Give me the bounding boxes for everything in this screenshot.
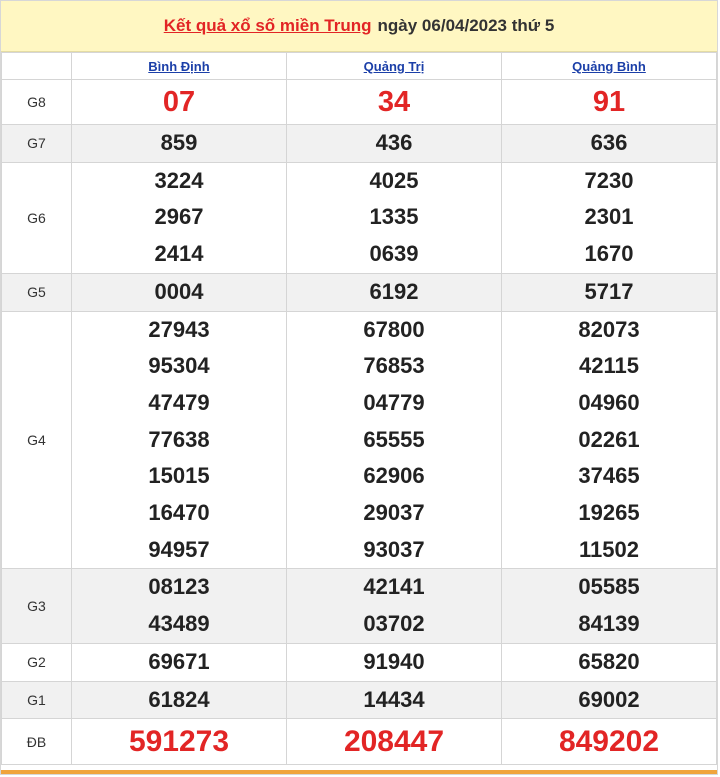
prize-label: G5 bbox=[2, 273, 72, 311]
special-prize-number: 591273 bbox=[72, 719, 287, 765]
prize-number: 08123 bbox=[148, 574, 210, 600]
prize-number: 03702 bbox=[363, 611, 425, 637]
prize-number: 65555 bbox=[363, 426, 425, 452]
corner-cell bbox=[2, 53, 72, 80]
prize-number: 91 bbox=[502, 80, 717, 125]
prize-label: G4 bbox=[2, 311, 72, 569]
prize-number: 42115 bbox=[579, 353, 639, 379]
province-link-quang-tri[interactable]: Quảng Trị bbox=[363, 58, 425, 74]
prize-number: 69002 bbox=[502, 681, 717, 719]
prize-label: G8 bbox=[2, 80, 72, 125]
row-g8 bbox=[2, 80, 717, 125]
bottom-accent-bar bbox=[1, 770, 717, 774]
prize-number: 93037 bbox=[363, 536, 425, 562]
prize-number: 16470 bbox=[148, 500, 210, 526]
prize-number: 27943 bbox=[148, 316, 210, 342]
prize-label: G6 bbox=[2, 162, 72, 273]
prize-number: 47479 bbox=[148, 389, 210, 415]
prize-number: 76853 bbox=[363, 353, 425, 379]
prize-number: 4025 bbox=[369, 167, 419, 193]
prize-cell bbox=[287, 162, 502, 273]
prize-number: 29037 bbox=[363, 500, 425, 526]
prize-number: 07 bbox=[72, 80, 287, 125]
prize-number: 3224 bbox=[154, 167, 204, 193]
special-prize-number: 208447 bbox=[287, 719, 502, 765]
prize-number: 05585 bbox=[578, 574, 640, 600]
prize-number: 84139 bbox=[578, 611, 640, 637]
prize-number: 95304 bbox=[148, 353, 210, 379]
prize-number: 0639 bbox=[369, 241, 419, 267]
row-special bbox=[2, 719, 717, 765]
prize-cell bbox=[72, 569, 287, 643]
prize-label: G1 bbox=[2, 681, 72, 719]
special-prize-number: 849202 bbox=[502, 719, 717, 765]
prize-cell bbox=[72, 162, 287, 273]
prize-cell bbox=[287, 569, 502, 643]
prize-number: 77638 bbox=[148, 426, 210, 452]
prize-label: G7 bbox=[2, 125, 72, 163]
row-g3 bbox=[2, 569, 717, 643]
row-g6 bbox=[2, 162, 717, 273]
prize-number: 62906 bbox=[363, 463, 425, 489]
prize-number: 14434 bbox=[287, 681, 502, 719]
prize-number: 436 bbox=[287, 125, 502, 163]
results-title bbox=[1, 1, 717, 52]
title-link[interactable]: Kết quả xổ số miền Trung bbox=[163, 16, 372, 35]
prize-number: 11502 bbox=[579, 536, 639, 562]
prize-number: 69671 bbox=[72, 643, 287, 681]
results-table bbox=[1, 52, 717, 765]
prize-cell bbox=[502, 162, 717, 273]
row-g4 bbox=[2, 311, 717, 569]
prize-number: 82073 bbox=[578, 316, 640, 342]
prize-number: 34 bbox=[287, 80, 502, 125]
prize-number: 859 bbox=[72, 125, 287, 163]
prize-number: 19265 bbox=[578, 500, 640, 526]
prize-number: 6192 bbox=[287, 273, 502, 311]
prize-number: 7230 bbox=[584, 167, 634, 193]
prize-number: 04779 bbox=[363, 389, 425, 415]
prize-number: 1335 bbox=[369, 204, 419, 230]
prize-number: 94957 bbox=[148, 536, 210, 562]
prize-number: 2414 bbox=[154, 241, 204, 267]
prize-label: G2 bbox=[2, 643, 72, 681]
prize-number: 5717 bbox=[502, 273, 717, 311]
prize-cell bbox=[72, 311, 287, 569]
province-link-binh-dinh[interactable]: Bình Định bbox=[148, 58, 210, 74]
prize-number: 636 bbox=[502, 125, 717, 163]
prize-number: 67800 bbox=[363, 316, 425, 342]
prize-number: 65820 bbox=[502, 643, 717, 681]
prize-label: ĐB bbox=[2, 719, 72, 765]
prize-cell bbox=[502, 311, 717, 569]
row-g1 bbox=[2, 681, 717, 719]
prize-number: 43489 bbox=[148, 611, 210, 637]
prize-label: G3 bbox=[2, 569, 72, 643]
prize-cell bbox=[287, 311, 502, 569]
prize-cell bbox=[502, 569, 717, 643]
row-g7 bbox=[2, 125, 717, 163]
prize-number: 91940 bbox=[287, 643, 502, 681]
prize-number: 42141 bbox=[363, 574, 425, 600]
prize-number: 1670 bbox=[584, 241, 634, 267]
row-g2 bbox=[2, 643, 717, 681]
province-link-quang-binh[interactable]: Quảng Bình bbox=[572, 58, 646, 74]
prize-number: 15015 bbox=[148, 463, 210, 489]
prize-number: 0004 bbox=[72, 273, 287, 311]
prize-number: 37465 bbox=[578, 463, 640, 489]
prize-number: 02261 bbox=[578, 426, 640, 452]
prize-number: 61824 bbox=[72, 681, 287, 719]
prize-number: 2967 bbox=[154, 204, 204, 230]
row-g5 bbox=[2, 273, 717, 311]
prize-number: 04960 bbox=[578, 389, 640, 415]
prize-number: 2301 bbox=[584, 204, 634, 230]
title-date: ngày 06/04/2023 thứ 5 bbox=[377, 16, 555, 35]
